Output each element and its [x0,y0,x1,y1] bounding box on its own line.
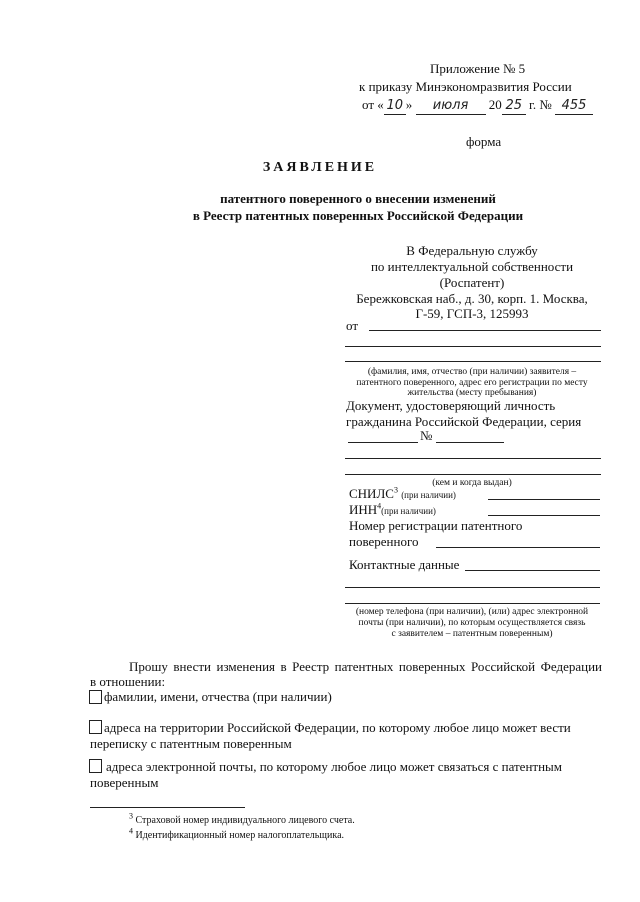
snils-text: СНИЛС [349,486,394,501]
reg-number-line2: поверенного [349,534,419,549]
date-mid: » [405,97,413,112]
inn-note: (при наличии) [381,506,436,516]
option-email-label-2: поверенным [90,775,159,790]
addressee-line1: В Федеральную службу [406,243,538,258]
doc-issued-line-2[interactable] [345,474,601,475]
inn-text: ИНН [349,502,378,517]
footnote-4-num: 4 [129,826,133,836]
order-line: к приказу Минэкономразвития России [359,79,572,94]
snils-label [349,486,456,503]
addressee-line5: Г-59, ГСП-3, 125993 [415,306,529,321]
issued-hint: (кем и когда выдан) [432,478,512,488]
addressee-line3: (Роспатент) [439,275,505,290]
date-prefix: от « [362,97,384,112]
inn-field[interactable] [488,515,600,516]
contacts-field-1[interactable] [465,570,600,571]
footnote-separator [90,807,245,808]
order-number: 455 [555,98,593,115]
addressee-line4: Бережковская наб., д. 30, корп. 1. Москва, [356,291,588,306]
option-checkbox-name[interactable] [89,690,102,704]
footnote-3-num: 3 [129,811,133,821]
order-day: 10 [384,98,406,115]
snils-note: (при наличии) [401,490,456,500]
number-label: г. № [529,97,552,112]
identity-doc-line1: Документ, удостоверяющий личность [346,398,556,413]
reg-number-line1: Номер регистрации патентного [349,518,523,533]
inn-label [349,502,436,519]
identity-doc-line2: гражданина Российской Федерации, серия [346,414,582,429]
order-date-line [362,97,593,115]
contacts-hint-3: с заявителем – патентным поверенным) [391,629,553,639]
contacts-label: Контактные данные [349,557,460,572]
addressee-line2: по интеллектуальной собственности [370,259,574,274]
snils-field[interactable] [488,499,600,500]
option-address-label-2: переписку с патентным поверенным [90,736,292,751]
appendix-label: Приложение № 5 [430,61,526,76]
reg-number-field[interactable] [436,547,600,548]
from-hint-3: жительства (месту пребывания) [407,388,537,398]
option-checkbox-address[interactable] [89,720,102,734]
option-email-label-1: адреса электронной почты, по которому любое лицо может связаться с патентным [106,759,563,774]
document-subtitle-2: в Реестр патентных поверенных Российской Федерации [192,208,524,223]
doc-series-field[interactable] [348,442,418,443]
from-hint-1: (фамилия, имя, отчество (при наличии) заявителя – [367,367,577,377]
order-year: 25 [502,98,526,115]
footnote-4-text: Идентификационный номер налогоплательщика. [135,830,345,841]
document-subtitle-1: патентного поверенного о внесении изменений [220,191,496,206]
from-field-line-2[interactable] [345,346,601,347]
contacts-field-3[interactable] [345,603,600,604]
from-label: от [346,318,359,333]
order-month: июля [416,98,486,115]
contacts-hint-2: почты (при наличии), по которым осуществляется связь [358,618,586,628]
contacts-hint-1: (номер телефона (при наличии), (или) адрес электронной [355,607,589,617]
form-label: форма [466,134,502,149]
footnote-3 [129,811,355,826]
from-hint-2: патентного поверенного, адрес его регистрации по месту [356,378,588,388]
request-line2: в отношении: [90,674,166,689]
inn-footnote-ref: 4 [377,501,382,511]
option-name-label: фамилии, имени, отчества (при наличии) [104,689,332,704]
doc-number-field[interactable] [436,442,504,443]
option-checkbox-email[interactable] [89,759,102,773]
year-prefix: 20 [488,97,502,112]
footnote-3-text: Страховой номер индивидуального лицевого счета. [135,815,355,826]
option-address-label-1: адреса на территории Российской Федерации, по которому любое лицо может вести [104,720,571,735]
from-field-line-3[interactable] [345,361,601,362]
document-title: ЗАЯВЛЕНИЕ [262,160,378,175]
request-line1: Прошу внести изменения в Реестр патентных поверенных Российской Федерации [129,659,602,674]
doc-issued-line-1[interactable] [345,458,601,459]
contacts-field-2[interactable] [345,587,600,588]
snils-footnote-ref: 3 [393,485,398,495]
doc-number-label: № [420,428,433,443]
footnote-4 [129,826,345,841]
from-field-line-1[interactable] [369,330,601,331]
